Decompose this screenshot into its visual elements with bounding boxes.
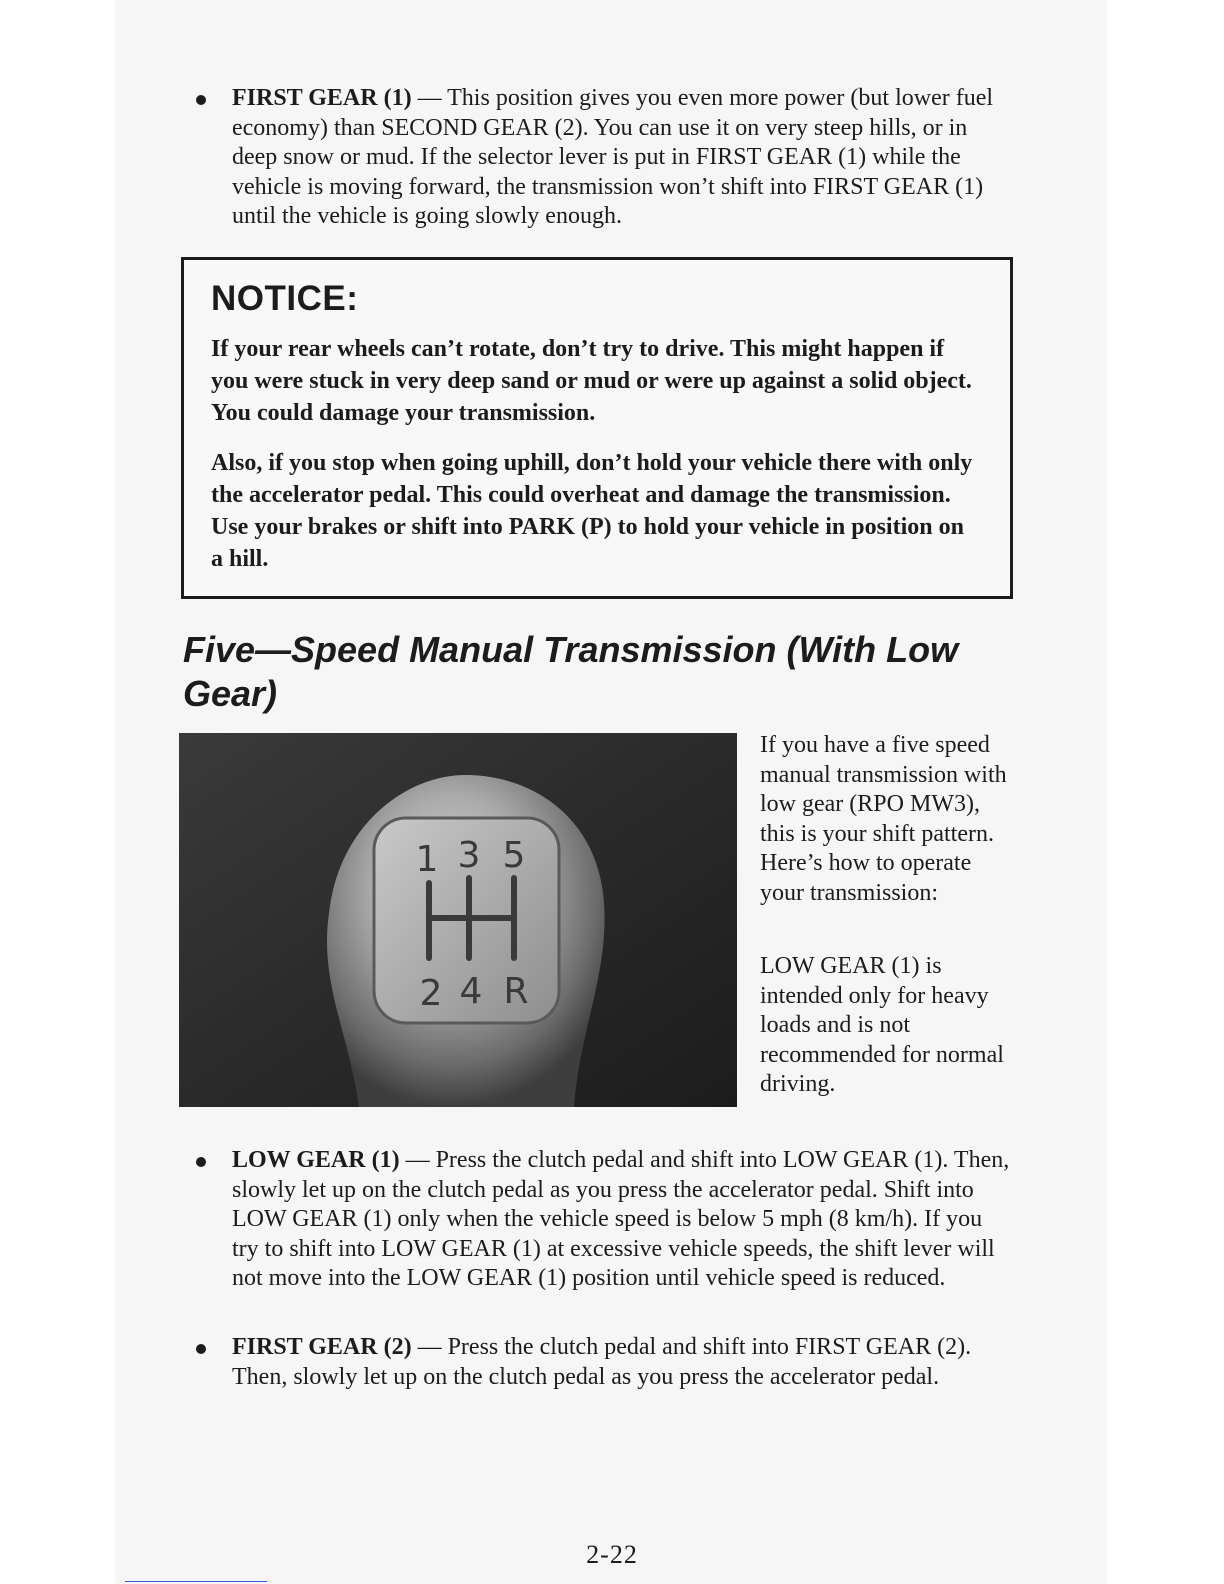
- knob-label-bottom-4: 4: [459, 971, 483, 1012]
- bullet-first-gear-1: [202, 84, 1012, 232]
- notice-paragraph-1: If your rear wheels can’t rotate, don’t try to drive. This might happen if you were stuck in very deep sand or mud or were up against a solid object. You could damage your transmission.: [211, 336, 972, 426]
- bullet-lead: FIRST GEAR (2): [232, 1334, 412, 1360]
- knob-label-top-5: 5: [502, 835, 526, 876]
- knob-label-top-1: 1: [415, 839, 439, 880]
- gear-shift-knob-photo-icon: [179, 733, 737, 1107]
- notice-title: NOTICE:: [211, 279, 359, 318]
- bullet-lead: FIRST GEAR (1): [232, 85, 412, 111]
- section-title: Five—Speed Manual Transmission (With Low Gear): [183, 629, 959, 714]
- shift-pattern-photo: [179, 733, 737, 1107]
- bullet-body: — This position gives you even more power (but lower fuel economy) than SECOND GEAR (2). You can use it on very steep hills, or in deep snow or mud. If the selector lever is put in FIRST GEAR (1) while the vehicle is moving forward, the transmission won’t shift into FIRST GEAR (1) until the vehicle is going slowly enough.: [232, 85, 994, 229]
- notice-paragraph-2: Also, if you stop when going uphill, don’t hold your vehicle there with only the accelerator pedal. This could overheat and damage the transmission. Use your brakes or shift into PARK (P) to hold your vehicle in position on a hill.: [211, 450, 973, 572]
- bullet-text: [232, 1333, 1012, 1392]
- bullet-first-gear-2: [202, 1333, 1012, 1392]
- bullet-body: — Press the clutch pedal and shift into LOW GEAR (1). Then, slowly let up on the clutch pedal as you press the accelerator pedal. Shift into LOW GEAR (1) only when the vehicle speed is below 5 mph (8 km/h). If you try to shift into LOW GEAR (1) at excessive vehicle speeds, the shift lever will not move into the LOW GEAR (1) position until vehicle speed is reduced.: [232, 1147, 1010, 1291]
- knob-label-bottom-r: R: [503, 971, 529, 1012]
- footer-rule: [125, 1581, 267, 1582]
- knob-label-bottom-2: 2: [419, 973, 443, 1014]
- page-number: 2-22: [586, 1540, 638, 1569]
- bullet-dot-icon: [196, 1344, 206, 1354]
- notice-box: [181, 257, 1013, 599]
- knob-label-top-3: 3: [457, 835, 481, 876]
- bullet-text: [232, 1146, 1012, 1294]
- bullet-text: [232, 84, 1012, 232]
- bullet-dot-icon: [196, 1157, 206, 1167]
- side-paragraph-1: If you have a five speed manual transmission with low gear (RPO MW3), this is your shift pattern. Here’s how to operate your transmission:: [760, 732, 1007, 906]
- bullet-low-gear-1: [202, 1146, 1012, 1294]
- bullet-body: — Press the clutch pedal and shift into FIRST GEAR (2). Then, slowly let up on the clutch pedal as you press the accelerator pedal.: [232, 1334, 972, 1390]
- side-paragraph-2: LOW GEAR (1) is intended only for heavy loads and is not recommended for normal driving.: [760, 953, 1004, 1097]
- bullet-lead: LOW GEAR (1): [232, 1147, 400, 1173]
- bullet-dot-icon: [196, 95, 206, 105]
